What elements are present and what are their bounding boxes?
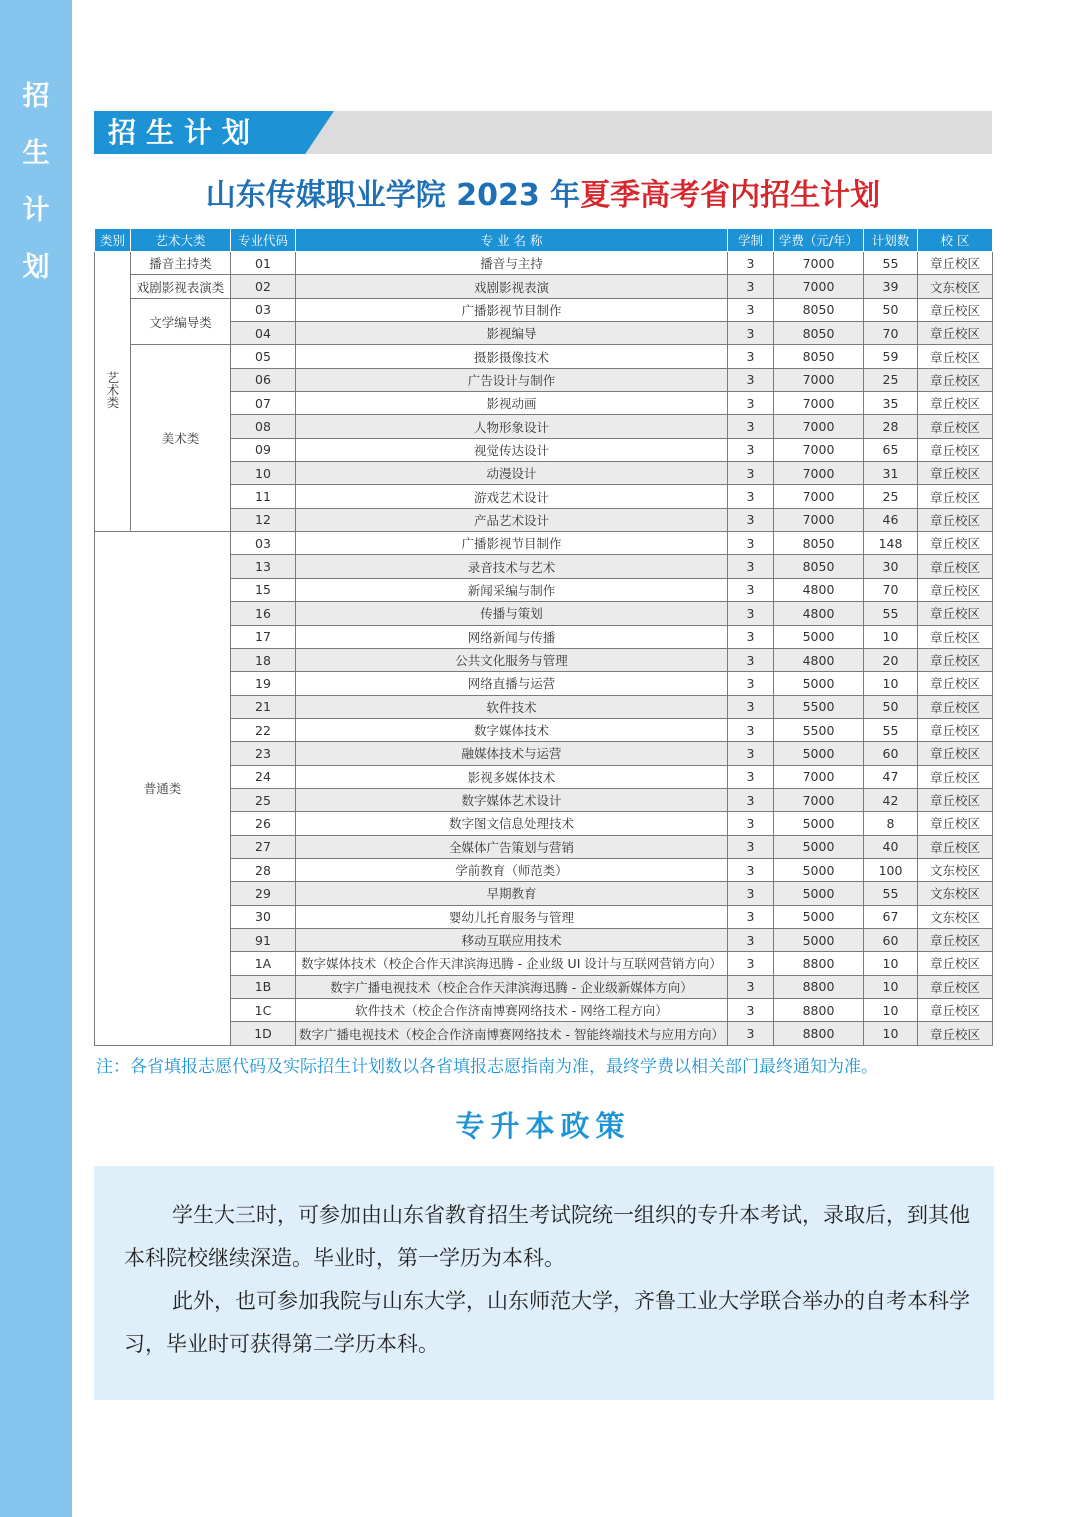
cell-campus: 章丘校区: [918, 298, 993, 321]
cell-fee: 5500: [774, 718, 864, 741]
cell-name: 网络直播与运营: [296, 672, 728, 695]
cell-fee: 8050: [774, 555, 864, 578]
cell-campus: 章丘校区: [918, 578, 993, 601]
cell-plan: 25: [864, 485, 918, 508]
cell-name: 广告设计与制作: [296, 368, 728, 391]
cell-years: 3: [728, 602, 774, 625]
cell-plan: 35: [864, 392, 918, 415]
cell-campus: 章丘校区: [918, 975, 993, 998]
cell-plan: 10: [864, 625, 918, 648]
cell-campus: 章丘校区: [918, 345, 993, 368]
cell-plan: 59: [864, 345, 918, 368]
art-group-cell: 戏剧影视表演类: [131, 275, 231, 298]
section-header-label: 招生计划: [108, 116, 261, 149]
cell-code: 18: [231, 648, 296, 671]
cell-years: 3: [728, 415, 774, 438]
cell-name: 网络新闻与传播: [296, 625, 728, 648]
cell-code: 24: [231, 765, 296, 788]
policy-paragraph-2: 此外，也可参加我院与山东大学，山东师范大学，齐鲁工业大学联合举办的自考本科学习，毕业时可获得第二学历本科。: [124, 1289, 970, 1356]
cell-years: 3: [728, 462, 774, 485]
cell-name: 数字媒体艺术设计: [296, 788, 728, 811]
cell-campus: 章丘校区: [918, 392, 993, 415]
cell-campus: 章丘校区: [918, 765, 993, 788]
cell-years: 3: [728, 392, 774, 415]
cell-plan: 10: [864, 1022, 918, 1045]
cell-code: 29: [231, 882, 296, 905]
cell-fee: 5500: [774, 695, 864, 718]
table-row: [95, 252, 993, 275]
cell-code: 28: [231, 858, 296, 881]
cell-campus: 章丘校区: [918, 508, 993, 531]
col-header-fee: 学费（元/年）: [774, 229, 864, 252]
cell-years: 3: [728, 485, 774, 508]
cell-code: 25: [231, 788, 296, 811]
cell-campus: 章丘校区: [918, 532, 993, 555]
cell-code: 02: [231, 275, 296, 298]
cell-years: 3: [728, 788, 774, 811]
cell-fee: 8800: [774, 999, 864, 1022]
cell-fee: 5000: [774, 882, 864, 905]
cell-campus: 章丘校区: [918, 602, 993, 625]
cell-fee: 7000: [774, 765, 864, 788]
cell-years: 3: [728, 812, 774, 835]
cell-fee: 8800: [774, 1022, 864, 1045]
cell-years: 3: [728, 742, 774, 765]
cell-code: 22: [231, 718, 296, 741]
cell-campus: 文东校区: [918, 275, 993, 298]
cell-campus: 文东校区: [918, 882, 993, 905]
cell-name: 录音技术与艺术: [296, 555, 728, 578]
cell-campus: 章丘校区: [918, 672, 993, 695]
cell-years: 3: [728, 578, 774, 601]
cell-name: 播音与主持: [296, 252, 728, 275]
cell-plan: 25: [864, 368, 918, 391]
cell-name: 产品艺术设计: [296, 508, 728, 531]
cell-plan: 30: [864, 555, 918, 578]
cell-plan: 148: [864, 532, 918, 555]
cell-name: 融媒体技术与运营: [296, 742, 728, 765]
cell-campus: 章丘校区: [918, 485, 993, 508]
footnote: 注：各省填报志愿代码及实际招生计划数以各省填报志愿指南为准，最终学费以相关部门最终通知为准。: [96, 1057, 878, 1077]
cell-campus: 章丘校区: [918, 718, 993, 741]
cell-fee: 8050: [774, 322, 864, 345]
cell-code: 10: [231, 462, 296, 485]
policy-paragraph-1: 学生大三时，可参加由山东省教育招生考试院统一组织的专升本考试，录取后，到其他本科院校继续深造。毕业时，第一学历为本科。: [124, 1203, 970, 1270]
cell-code: 07: [231, 392, 296, 415]
cell-campus: 章丘校区: [918, 1022, 993, 1045]
cell-name: 广播影视节目制作: [296, 298, 728, 321]
cell-name: 数字图文信息处理技术: [296, 812, 728, 835]
col-header-campus: 校 区: [918, 229, 993, 252]
cell-plan: 55: [864, 252, 918, 275]
art-group-cell: 美术类: [131, 345, 231, 532]
side-title-char: 划: [22, 252, 50, 283]
cell-campus: 章丘校区: [918, 952, 993, 975]
cell-years: 3: [728, 508, 774, 531]
cell-fee: 5000: [774, 625, 864, 648]
art-group-cell: 文学编导类: [131, 298, 231, 345]
cell-code: 17: [231, 625, 296, 648]
policy-title: 专升本政策: [455, 1109, 631, 1143]
cell-fee: 4800: [774, 648, 864, 671]
cell-name: 影视动画: [296, 392, 728, 415]
col-header-category: 类别: [95, 229, 131, 252]
cell-fee: 5000: [774, 928, 864, 951]
category-art-label: 艺术类: [105, 371, 120, 409]
cell-code: 06: [231, 368, 296, 391]
col-header-art-group: 艺术大类: [131, 229, 231, 252]
cell-fee: 8800: [774, 952, 864, 975]
cell-years: 3: [728, 835, 774, 858]
cell-fee: 7000: [774, 508, 864, 531]
cell-plan: 100: [864, 858, 918, 881]
cell-name: 动漫设计: [296, 462, 728, 485]
cell-name: 影视多媒体技术: [296, 765, 728, 788]
cell-code: 19: [231, 672, 296, 695]
side-title-char: 招: [22, 81, 50, 112]
cell-fee: 8800: [774, 975, 864, 998]
cell-campus: 章丘校区: [918, 555, 993, 578]
cell-plan: 10: [864, 975, 918, 998]
cell-years: 3: [728, 999, 774, 1022]
col-header-major: 专 业 名 称: [296, 229, 728, 252]
cell-fee: 7000: [774, 252, 864, 275]
cell-name: 公共文化服务与管理: [296, 648, 728, 671]
cell-years: 3: [728, 905, 774, 928]
cell-fee: 7000: [774, 392, 864, 415]
cell-years: 3: [728, 275, 774, 298]
cell-campus: 章丘校区: [918, 252, 993, 275]
cell-fee: 4800: [774, 602, 864, 625]
category-general-cell: 普通类: [95, 532, 231, 1046]
cell-plan: 8: [864, 812, 918, 835]
cell-plan: 55: [864, 882, 918, 905]
cell-plan: 10: [864, 952, 918, 975]
cell-name: 广播影视节目制作: [296, 532, 728, 555]
cell-campus: 章丘校区: [918, 322, 993, 345]
cell-campus: 章丘校区: [918, 415, 993, 438]
cell-years: 3: [728, 672, 774, 695]
cell-code: 91: [231, 928, 296, 951]
cell-name: 全媒体广告策划与营销: [296, 835, 728, 858]
cell-name: 软件技术: [296, 695, 728, 718]
cell-plan: 70: [864, 322, 918, 345]
cell-years: 3: [728, 368, 774, 391]
side-title: [0, 68, 72, 296]
cell-years: 3: [728, 648, 774, 671]
category-art-cell: [95, 252, 131, 532]
cell-plan: 55: [864, 718, 918, 741]
cell-years: 3: [728, 975, 774, 998]
cell-campus: 章丘校区: [918, 695, 993, 718]
cell-code: 03: [231, 298, 296, 321]
cell-code: 03: [231, 532, 296, 555]
cell-plan: 60: [864, 928, 918, 951]
cell-plan: 10: [864, 999, 918, 1022]
cell-campus: 文东校区: [918, 858, 993, 881]
cell-fee: 7000: [774, 438, 864, 461]
page-title-part1: 山东传媒职业学院 2023 年: [205, 178, 581, 213]
cell-name: 早期教育: [296, 882, 728, 905]
cell-years: 3: [728, 532, 774, 555]
cell-campus: 章丘校区: [918, 788, 993, 811]
page-title: [94, 174, 992, 218]
cell-code: 1C: [231, 999, 296, 1022]
cell-name: 数字媒体技术（校企合作天津滨海迅腾 - 企业级 UI 设计与互联网营销方向）: [296, 952, 728, 975]
cell-years: 3: [728, 858, 774, 881]
cell-plan: 60: [864, 742, 918, 765]
cell-campus: 章丘校区: [918, 368, 993, 391]
cell-plan: 20: [864, 648, 918, 671]
cell-code: 27: [231, 835, 296, 858]
cell-plan: 47: [864, 765, 918, 788]
cell-code: 08: [231, 415, 296, 438]
cell-campus: 章丘校区: [918, 462, 993, 485]
cell-years: 3: [728, 555, 774, 578]
cell-years: 3: [728, 625, 774, 648]
cell-plan: 39: [864, 275, 918, 298]
cell-fee: 5000: [774, 858, 864, 881]
cell-name: 移动互联应用技术: [296, 928, 728, 951]
cell-name: 数字广播电视技术（校企合作天津滨海迅腾 - 企业级新媒体方向）: [296, 975, 728, 998]
cell-fee: 8050: [774, 532, 864, 555]
cell-code: 13: [231, 555, 296, 578]
cell-years: 3: [728, 765, 774, 788]
col-header-years: 学制: [728, 229, 774, 252]
cell-years: 3: [728, 718, 774, 741]
cell-campus: 文东校区: [918, 905, 993, 928]
cell-code: 1A: [231, 952, 296, 975]
cell-code: 16: [231, 602, 296, 625]
cell-fee: 7000: [774, 275, 864, 298]
side-title-char: 生: [22, 138, 50, 169]
cell-campus: 章丘校区: [918, 648, 993, 671]
enrollment-plan-table: [94, 228, 993, 1046]
cell-fee: 4800: [774, 578, 864, 601]
cell-code: 26: [231, 812, 296, 835]
cell-code: 1B: [231, 975, 296, 998]
col-header-code: 专业代码: [231, 229, 296, 252]
cell-campus: 章丘校区: [918, 625, 993, 648]
cell-plan: 42: [864, 788, 918, 811]
cell-plan: 55: [864, 602, 918, 625]
cell-code: 23: [231, 742, 296, 765]
cell-name: 数字媒体技术: [296, 718, 728, 741]
cell-plan: 67: [864, 905, 918, 928]
cell-code: 04: [231, 322, 296, 345]
cell-plan: 10: [864, 672, 918, 695]
cell-name: 视觉传达设计: [296, 438, 728, 461]
cell-campus: 章丘校区: [918, 835, 993, 858]
cell-fee: 5000: [774, 672, 864, 695]
cell-plan: 40: [864, 835, 918, 858]
cell-fee: 7000: [774, 462, 864, 485]
cell-name: 人物形象设计: [296, 415, 728, 438]
cell-name: 戏剧影视表演: [296, 275, 728, 298]
table-row: [95, 275, 993, 298]
cell-years: 3: [728, 252, 774, 275]
cell-fee: 7000: [774, 485, 864, 508]
art-group-cell: 播音主持类: [131, 252, 231, 275]
cell-code: 12: [231, 508, 296, 531]
cell-fee: 5000: [774, 835, 864, 858]
cell-name: 学前教育（师范类）: [296, 858, 728, 881]
cell-plan: 28: [864, 415, 918, 438]
cell-fee: 8050: [774, 345, 864, 368]
cell-plan: 50: [864, 298, 918, 321]
cell-years: 3: [728, 298, 774, 321]
cell-campus: 章丘校区: [918, 999, 993, 1022]
cell-code: 1D: [231, 1022, 296, 1045]
cell-code: 01: [231, 252, 296, 275]
cell-plan: 65: [864, 438, 918, 461]
cell-campus: 章丘校区: [918, 812, 993, 835]
cell-years: 3: [728, 928, 774, 951]
policy-box: [94, 1166, 994, 1400]
cell-fee: 5000: [774, 742, 864, 765]
cell-plan: 50: [864, 695, 918, 718]
cell-years: 3: [728, 1022, 774, 1045]
cell-fee: 7000: [774, 415, 864, 438]
cell-years: 3: [728, 345, 774, 368]
cell-years: 3: [728, 695, 774, 718]
cell-campus: 章丘校区: [918, 928, 993, 951]
cell-plan: 46: [864, 508, 918, 531]
cell-campus: 章丘校区: [918, 742, 993, 765]
table-row: [95, 298, 993, 321]
cell-years: 3: [728, 882, 774, 905]
cell-code: 21: [231, 695, 296, 718]
table-header-row: [95, 229, 993, 252]
cell-campus: 章丘校区: [918, 438, 993, 461]
cell-years: 3: [728, 952, 774, 975]
cell-fee: 7000: [774, 368, 864, 391]
cell-name: 新闻采编与制作: [296, 578, 728, 601]
cell-years: 3: [728, 438, 774, 461]
cell-name: 软件技术（校企合作济南博赛网络技术 - 网络工程方向）: [296, 999, 728, 1022]
cell-name: 数字广播电视技术（校企合作济南博赛网络技术 - 智能终端技术与应用方向）: [296, 1022, 728, 1045]
table-row: [95, 532, 993, 555]
cell-fee: 8050: [774, 298, 864, 321]
cell-plan: 70: [864, 578, 918, 601]
cell-plan: 31: [864, 462, 918, 485]
page-title-part2: 夏季高考省内招生计划: [580, 178, 881, 213]
cell-code: 11: [231, 485, 296, 508]
side-title-char: 计: [22, 195, 50, 226]
cell-fee: 7000: [774, 788, 864, 811]
col-header-plan: 计划数: [864, 229, 918, 252]
cell-years: 3: [728, 322, 774, 345]
cell-code: 30: [231, 905, 296, 928]
cell-name: 摄影摄像技术: [296, 345, 728, 368]
cell-code: 05: [231, 345, 296, 368]
table-row: [95, 345, 993, 368]
cell-name: 游戏艺术设计: [296, 485, 728, 508]
cell-name: 传播与策划: [296, 602, 728, 625]
cell-name: 婴幼儿托育服务与管理: [296, 905, 728, 928]
cell-fee: 5000: [774, 905, 864, 928]
cell-fee: 5000: [774, 812, 864, 835]
cell-name: 影视编导: [296, 322, 728, 345]
cell-code: 15: [231, 578, 296, 601]
cell-code: 09: [231, 438, 296, 461]
